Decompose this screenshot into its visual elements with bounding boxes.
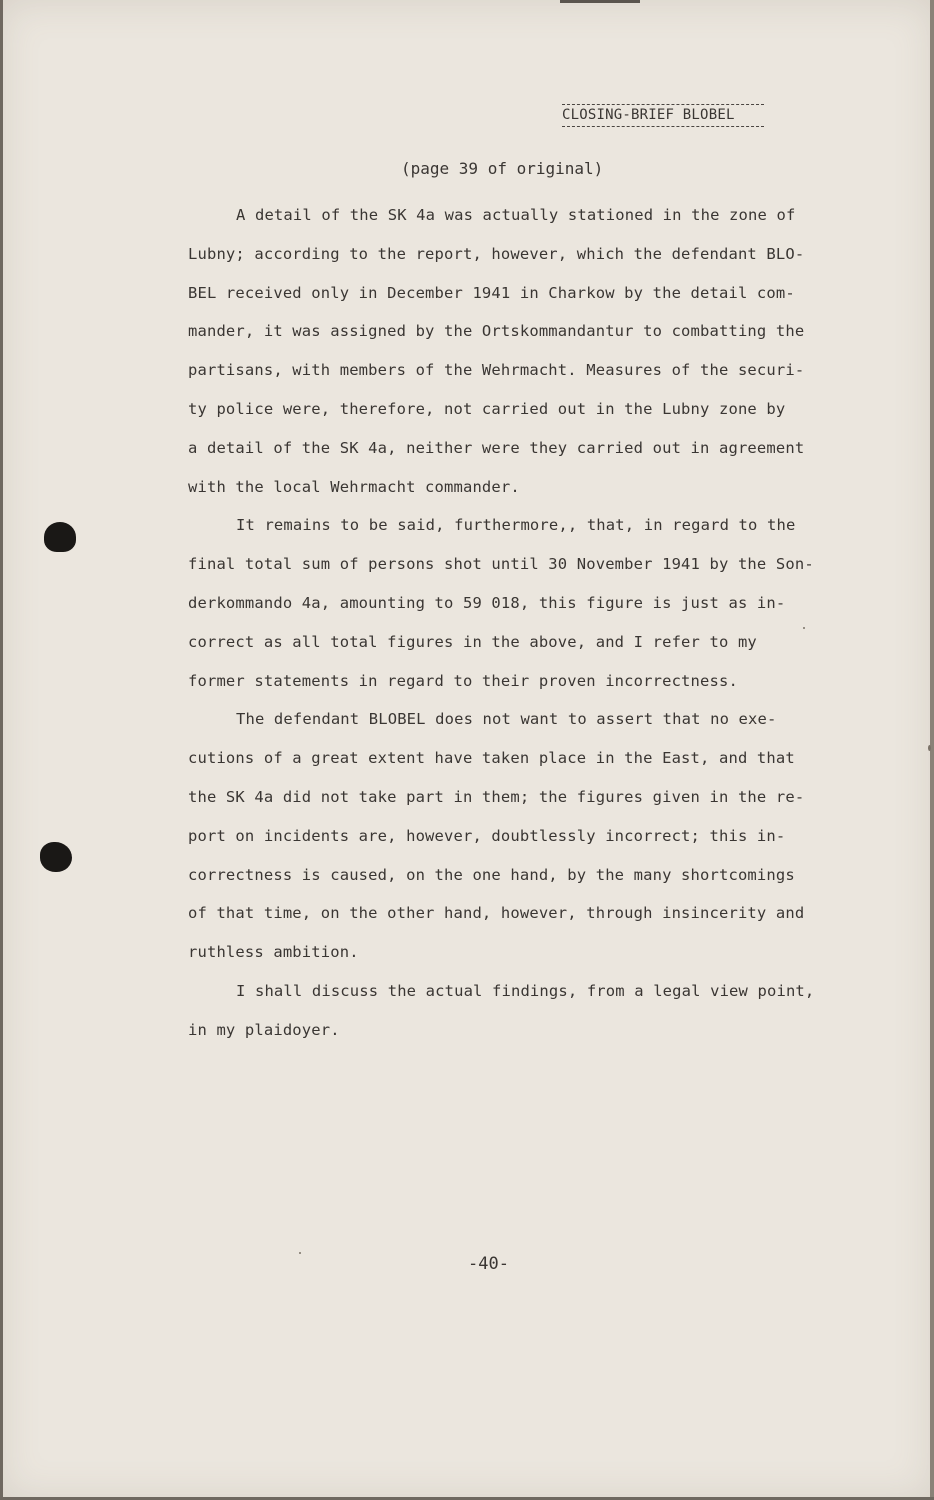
text-line: correct as all total figures in the above, and I refer to my: [188, 632, 757, 651]
text-line: partisans, with members of the Wehrmacht. Measures of the securi-: [188, 361, 805, 380]
punch-hole: [44, 522, 76, 552]
paragraph: [188, 506, 828, 700]
text-line: ruthless ambition.: [188, 943, 359, 962]
document-body: [188, 196, 828, 1050]
text-line: of that time, on the other hand, however, through insincerity and: [188, 904, 805, 923]
page-number: -40-: [468, 1254, 509, 1274]
paragraph: [188, 196, 828, 506]
text-line: a detail of the SK 4a, neither were they carried out in agreement: [188, 438, 805, 457]
paper-speck: [928, 745, 931, 751]
text-line: derkommando 4a, amounting to 59 018, this figure is just as in-: [188, 593, 786, 612]
text-line: correctness is caused, on the one hand, by the many shortcomings: [188, 865, 795, 884]
text-line: former statements in regard to their proven incorrectness.: [188, 671, 738, 690]
text-line: I shall discuss the actual findings, from a legal view point,: [236, 981, 815, 1000]
text-line: cutions of a great extent have taken place in the East, and that: [188, 749, 795, 768]
text-line: It remains to be said, furthermore,, that, in regard to the: [236, 516, 796, 535]
paragraph: [188, 700, 828, 972]
paragraph: [188, 972, 828, 1050]
punch-hole: [40, 842, 72, 872]
text-line: port on incidents are, however, doubtlessly incorrect; this in-: [188, 826, 786, 845]
text-line: in my plaidoyer.: [188, 1020, 340, 1039]
page-edge-top: [560, 0, 640, 3]
paper-speck: [299, 1252, 301, 1254]
text-line: The defendant BLOBEL does not want to assert that no exe-: [236, 710, 777, 729]
text-line: Lubny; according to the report, however, which the defendant BLO-: [188, 244, 805, 263]
text-line: the SK 4a did not take part in them; the figures given in the re-: [188, 787, 805, 806]
text-line: A detail of the SK 4a was actually stationed in the zone of: [236, 206, 796, 224]
original-page-reference: (page 39 of original): [401, 159, 604, 178]
page-edge-left: [0, 0, 3, 1500]
text-line: mander, it was assigned by the Ortskommandantur to combatting the: [188, 322, 805, 341]
text-line: with the local Wehrmacht commander.: [188, 477, 520, 496]
text-line: final total sum of persons shot until 30 November 1941 by the Son-: [188, 555, 814, 574]
document-header-title: CLOSING-BRIEF BLOBEL: [562, 104, 764, 127]
text-line: ty police were, therefore, not carried out in the Lubny zone by: [188, 399, 786, 418]
text-line: BEL received only in December 1941 in Charkow by the detail com-: [188, 283, 795, 302]
